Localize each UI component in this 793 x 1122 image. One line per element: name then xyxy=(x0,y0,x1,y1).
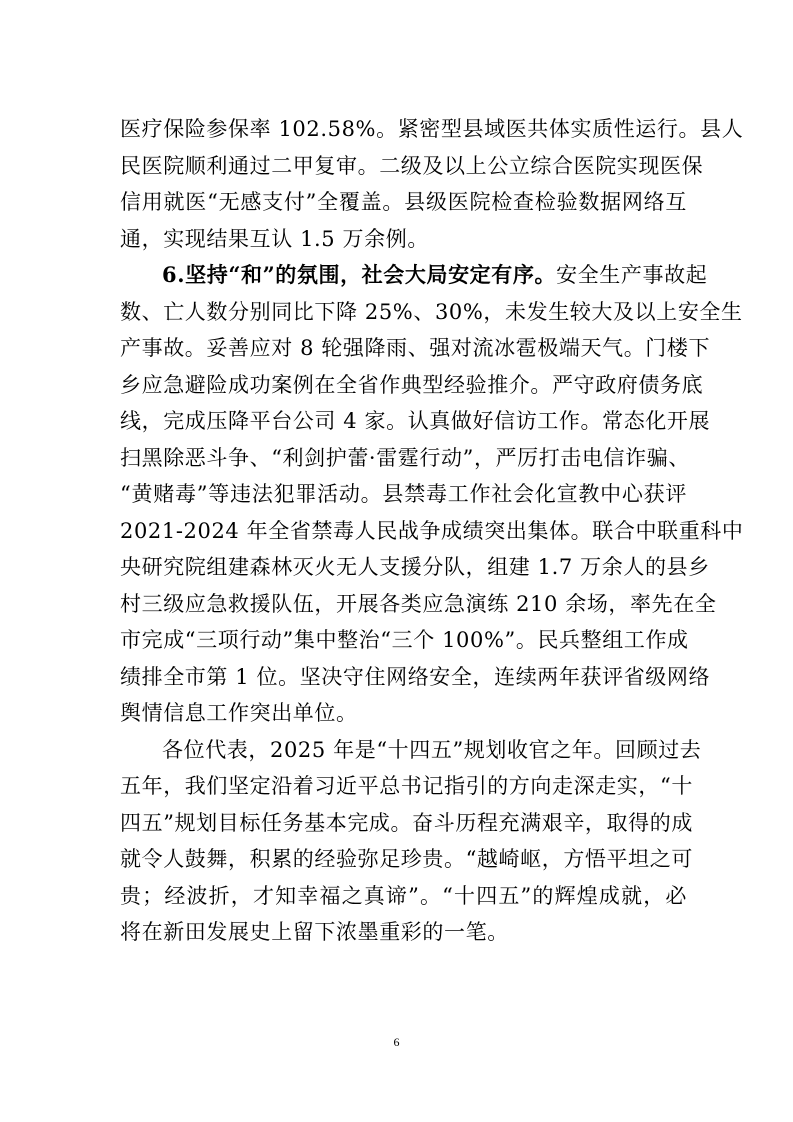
text-line: 央研究院组建森林灭火无人支援分队，组建 1.7 万余人的县乡 xyxy=(120,555,710,579)
text-line: 将在新田发展史上留下浓墨重彩的一笔。 xyxy=(120,920,509,944)
text-line: 扫黑除恶斗争、“利剑护蕾·雷霆行动”，严厉打击电信诈骗、 xyxy=(120,445,690,470)
page-number: 6 xyxy=(393,1035,400,1049)
text-line: 四五”规划目标任务基本完成。奋斗历程充满艰辛，取得的成 xyxy=(120,810,693,835)
text-line: 医疗保险参保率 102.58%。紧密型县域医共体实质性运行。县人 xyxy=(120,117,744,141)
text-line: 产事故。妥善应对 8 轮强降雨、强对流冰雹极端天气。门楼下 xyxy=(120,336,711,360)
section-heading: 6.坚持“和”的氛围，社会大局安定有序。 xyxy=(162,262,557,287)
paragraph-medical xyxy=(120,111,744,257)
text-line: 绩排全市第 1 位。坚决守住网络安全，连续两年获评省级网络 xyxy=(120,664,711,689)
text-line: 各位代表，2025 年是“十四五”规划收官之年。回顾过去 xyxy=(162,737,702,762)
text-line: 乡应急避险成功案例在全省作典型经验推介。严守政府债务底 xyxy=(120,372,704,397)
text-line: 五年，我们坚定沿着习近平总书记指引的方向走深走实，“十 xyxy=(120,774,693,798)
text-line: 市完成“三项行动”集中整治“三个 100%”。民兵整组工作成 xyxy=(120,628,689,652)
text-line: 数、亡人数分别同比下降 25%、30%，未发生较大及以上安全生 xyxy=(120,299,743,324)
paragraph-social-stability xyxy=(120,257,744,732)
text-line: 2021-2024 年全省禁毒人民战争成绩突出集体。联合中联重科中 xyxy=(120,518,744,543)
text-line: 民医院顺利通过二甲复审。二级及以上公立综合医院实现医保 xyxy=(120,153,704,178)
text-line: 舆情信息工作突出单位。 xyxy=(120,701,358,725)
text-line: “黄赌毒”等违法犯罪活动。县禁毒工作社会化宣教中心获评 xyxy=(120,482,687,506)
text-line: 线，完成压降平台公司 4 家。认真做好信访工作。常态化开展 xyxy=(120,409,711,433)
body-text xyxy=(120,111,744,951)
text-line: 信用就医“无感支付”全覆盖。县级医院检查检验数据网络互 xyxy=(120,190,687,214)
text-line: 贵；经波折，才知幸福之真谛”。“十四五”的辉煌成就，必 xyxy=(120,883,687,908)
text-line: 就令人鼓舞，积累的经验弥足珍贵。“越崎岖，方悟平坦之可 xyxy=(120,847,693,871)
text-line: 通，实现结果互认 1.5 万余例。 xyxy=(120,226,429,251)
text-line: 村三级应急救援队伍，开展各类应急演练 210 余场，率先在全 xyxy=(120,591,717,616)
paragraph-five-year-review xyxy=(120,732,702,951)
text-run: 安全生产事故起 xyxy=(556,263,708,287)
text-line xyxy=(120,257,708,294)
